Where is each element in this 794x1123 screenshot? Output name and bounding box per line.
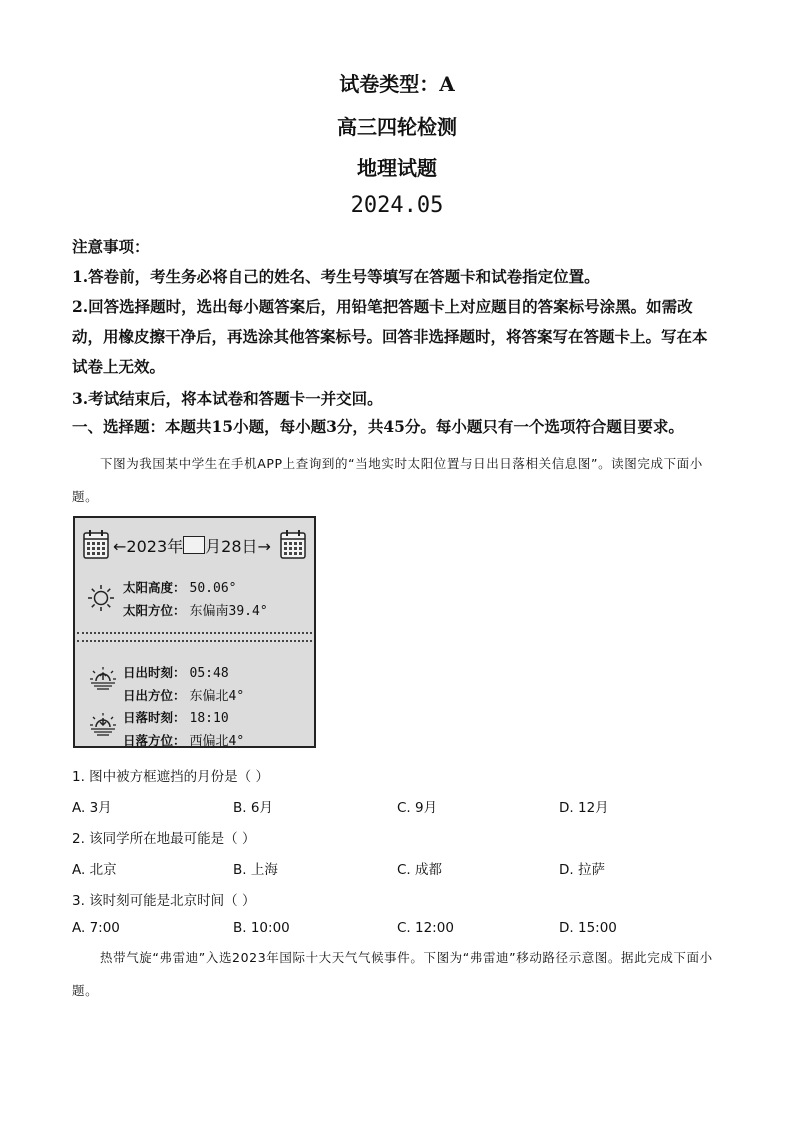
sunset-direction-value: 西偏北4° (189, 734, 245, 749)
calendar-icon[interactable] (83, 529, 109, 559)
hidden-month-box (183, 536, 205, 554)
sunset-time-row: 日落时刻： 18:10 (123, 710, 229, 726)
option-c[interactable]: C. 9月 (397, 800, 438, 816)
question-2-stem: 2. 该同学所在地最可能是（ ） (72, 831, 256, 847)
date-selector[interactable] (113, 534, 271, 557)
sunset-time-value: 18:10 (189, 711, 229, 726)
question-intro-2: 热带气旋“弗雷迪”入选2023年国际十大天气气候事件。下图为“弗雷迪”移动路径示意图。据此完成下面小题。 (72, 950, 713, 998)
subject-title: 地理试题 (357, 156, 437, 180)
sunrise-time-value: 05:48 (189, 666, 229, 681)
option-c[interactable]: C. 成都 (397, 862, 443, 878)
sun-azimuth-row: 太阳方位： 东偏南39.4° (123, 603, 268, 619)
option-c[interactable]: C. 12:00 (397, 920, 454, 936)
question-3-stem: 3. 该时刻可能是北京时间（ ） (72, 893, 256, 909)
panel-divider (77, 632, 312, 642)
notice-item-1: 1.答卷前，考生务必将自己的姓名、考生号等填写在答题卡和试卷指定位置。 (72, 267, 600, 286)
option-d[interactable]: D. 12月 (559, 800, 609, 816)
sunset-icon (89, 712, 117, 736)
option-b[interactable]: B. 10:00 (233, 920, 290, 936)
notice-item-3: 3.考试结束后，将本试卷和答题卡一并交回。 (72, 389, 383, 408)
option-a[interactable]: A. 北京 (72, 862, 117, 878)
notice-heading: 注意事项： (72, 237, 150, 256)
option-a[interactable]: A. 7:00 (72, 920, 120, 936)
sun-azimuth-value: 东偏南39.4° (189, 604, 268, 619)
question-intro: 下图为我国某中学生在手机APP上查询到的“当地实时太阳位置与日出日落相关信息图”。读图完成下面小题。 (72, 456, 703, 504)
sunrise-time-row: 日出时刻： 05:48 (123, 665, 229, 681)
calendar-icon[interactable] (280, 529, 306, 559)
exam-name: 高三四轮检测 (337, 115, 457, 139)
sun-icon (87, 584, 115, 612)
date-suffix: 月28日→ (205, 537, 271, 556)
sunset-direction-row: 日落方位： 西偏北4° (123, 733, 245, 749)
option-a[interactable]: A. 3月 (72, 800, 112, 816)
option-d[interactable]: D. 拉萨 (559, 862, 605, 878)
option-b[interactable]: B. 6月 (233, 800, 273, 816)
date-prefix: ←2023年 (113, 537, 184, 556)
sun-altitude-row: 太阳高度： 50.06° (123, 580, 237, 596)
sunrise-icon (89, 666, 117, 690)
option-b[interactable]: B. 上海 (233, 862, 278, 878)
sunrise-direction-value: 东偏北4° (189, 689, 245, 704)
sun-info-panel (73, 516, 316, 748)
sunrise-direction-row: 日出方位： 东偏北4° (123, 688, 245, 704)
section-heading: 一、选择题：本题共15小题，每小题3分，共45分。每小题只有一个选项符合题目要求。 (72, 417, 684, 436)
option-d[interactable]: D. 15:00 (559, 920, 617, 936)
question-1-stem: 1. 图中被方框遮挡的月份是（ ） (72, 769, 269, 785)
exam-type: 试卷类型：A (339, 72, 455, 96)
notice-item-2: 2.回答选择题时，选出每小题答案后，用铅笔把答题卡上对应题目的答案标号涂黑。如需改动，用橡皮擦干净后，再选涂其他答案标号。回答非选择题时，将答案写在答题卡上。写在本试卷上无效。 (72, 297, 708, 376)
exam-date: 2024.05 (350, 193, 444, 218)
sun-altitude-value: 50.06° (189, 581, 237, 596)
